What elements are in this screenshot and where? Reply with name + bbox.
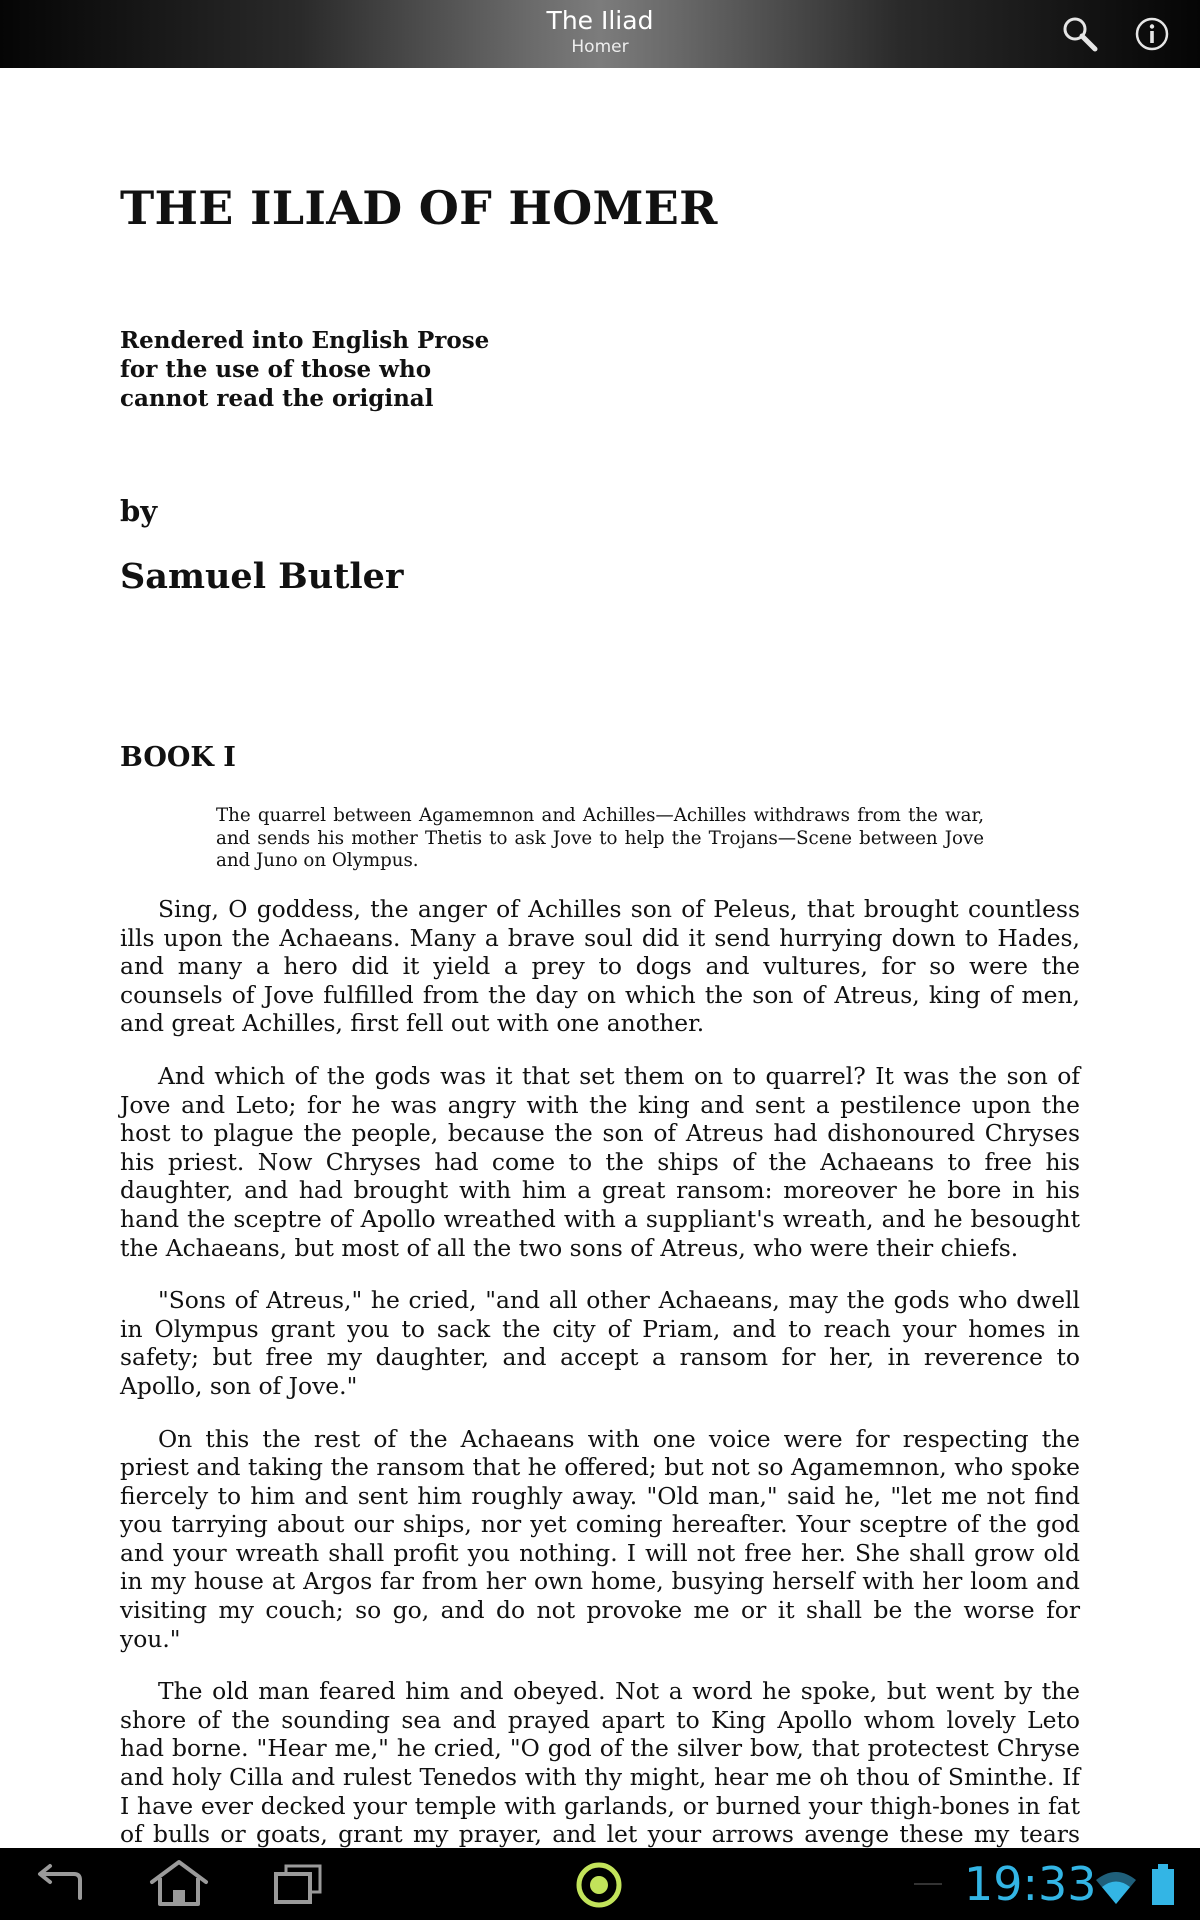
- home-icon: [148, 1858, 210, 1908]
- book-subtitle: Rendered into English Prose for the use of those who cannot read the original: [120, 327, 490, 412]
- paragraph: And which of the gods was it that set them on to quarrel? It was the son of Jove and Leto; for he was angry with the king and sent a pestilence upon the host to plague the people, because the son of Atreus had dishonoured Chryses his priest. Now Chryses had come to the ships of the Achaeans to free his daughter, and had brought with him a great ransom: moreover he bore in his hand the sceptre of Apollo wreathed with a suppliant's wreath, and he besought the Achaeans, but most of all the two sons of Atreus, who were their chiefs.: [120, 1061, 1080, 1262]
- battery-icon[interactable]: [1150, 1864, 1176, 1906]
- recent-apps-button[interactable]: [270, 1862, 326, 1906]
- action-bar: [0, 0, 1200, 68]
- section-heading: BOOK I: [120, 742, 236, 773]
- system-nav-bar: [0, 1848, 1200, 1920]
- notification-divider: [914, 1883, 942, 1885]
- info-button[interactable]: [1132, 14, 1172, 54]
- author-name: Samuel Butler: [120, 556, 404, 597]
- paragraph: On this the rest of the Achaeans with one voice were for respecting the priest and taking the ransom that he offered; but not so Agamemnon, who spoke fiercely to him and sent him roughly away. "Old man," said he, "let me not find you tarrying about our ships, nor yet coming hereafter. Your sceptre of the god and your wreath shall profit you nothing. I will not free her. She shall grow old in my house at Argos far from her own home, busying herself with her loom and visiting my couch; so go, and do not provoke me or it shall be the worse for you.": [120, 1424, 1080, 1653]
- back-icon: [34, 1862, 86, 1906]
- book-heading: THE ILIAD OF HOMER: [120, 181, 718, 235]
- wifi-icon[interactable]: [1094, 1870, 1138, 1906]
- back-button[interactable]: [34, 1862, 86, 1906]
- status-clock[interactable]: 19:33: [964, 1857, 1097, 1911]
- paragraph: The old man feared him and obeyed. Not a word he spoke, but went by the shore of the sounding sea and prayed apart to King Apollo whom lovely Leto had borne. "Hear me," he cried, "O god of the silver bow, that protectest Chryse and holy Cilla and rulest Tenedos with thy might, hear me oh thou of Sminthe. If I have ever decked your temple with garlands, or burned your thigh-bones in fat of bulls or goats, grant my prayer, and let your arrows avenge these my tears: [120, 1677, 1080, 1849]
- info-icon: [1132, 14, 1172, 54]
- launcher-icon: [574, 1860, 624, 1910]
- paragraph: Sing, O goddess, the anger of Achilles son of Peleus, that brought countless ills upon the Achaeans. Many a brave soul did it send hurrying down to Hades, and many a hero did it yield a prey to dogs and vultures, for so were the counsels of Jove fulfilled from the day on which the son of Atreus, king of men, and great Achilles, first fell out with one another.: [120, 895, 1080, 1038]
- book-title-label: The Iliad: [546, 6, 654, 35]
- recent-apps-icon: [270, 1862, 326, 1906]
- paragraph: "Sons of Atreus," he cried, "and all other Achaeans, may the gods who dwell in Olympus grant you to sack the city of Priam, and to reach your homes in safety; but free my daughter, and accept a ransom for her, in reverence to Apollo, son of Jove.": [120, 1286, 1080, 1400]
- body-text: [120, 895, 1080, 1901]
- reader-page[interactable]: [120, 68, 1080, 1848]
- search-button[interactable]: [1060, 14, 1100, 54]
- search-icon: [1060, 14, 1100, 54]
- book-argument: The quarrel between Agamemnon and Achilles—Achilles withdraws from the war, and sends his mother Thetis to ask Jove to help the Trojans—Scene between Jove and Juno on Olympus.: [216, 805, 984, 871]
- home-button[interactable]: [148, 1858, 210, 1908]
- book-author-label: Homer: [571, 37, 629, 57]
- action-bar-title-group: [0, 6, 1200, 58]
- by-line: by: [120, 494, 158, 528]
- launcher-button[interactable]: [574, 1860, 624, 1910]
